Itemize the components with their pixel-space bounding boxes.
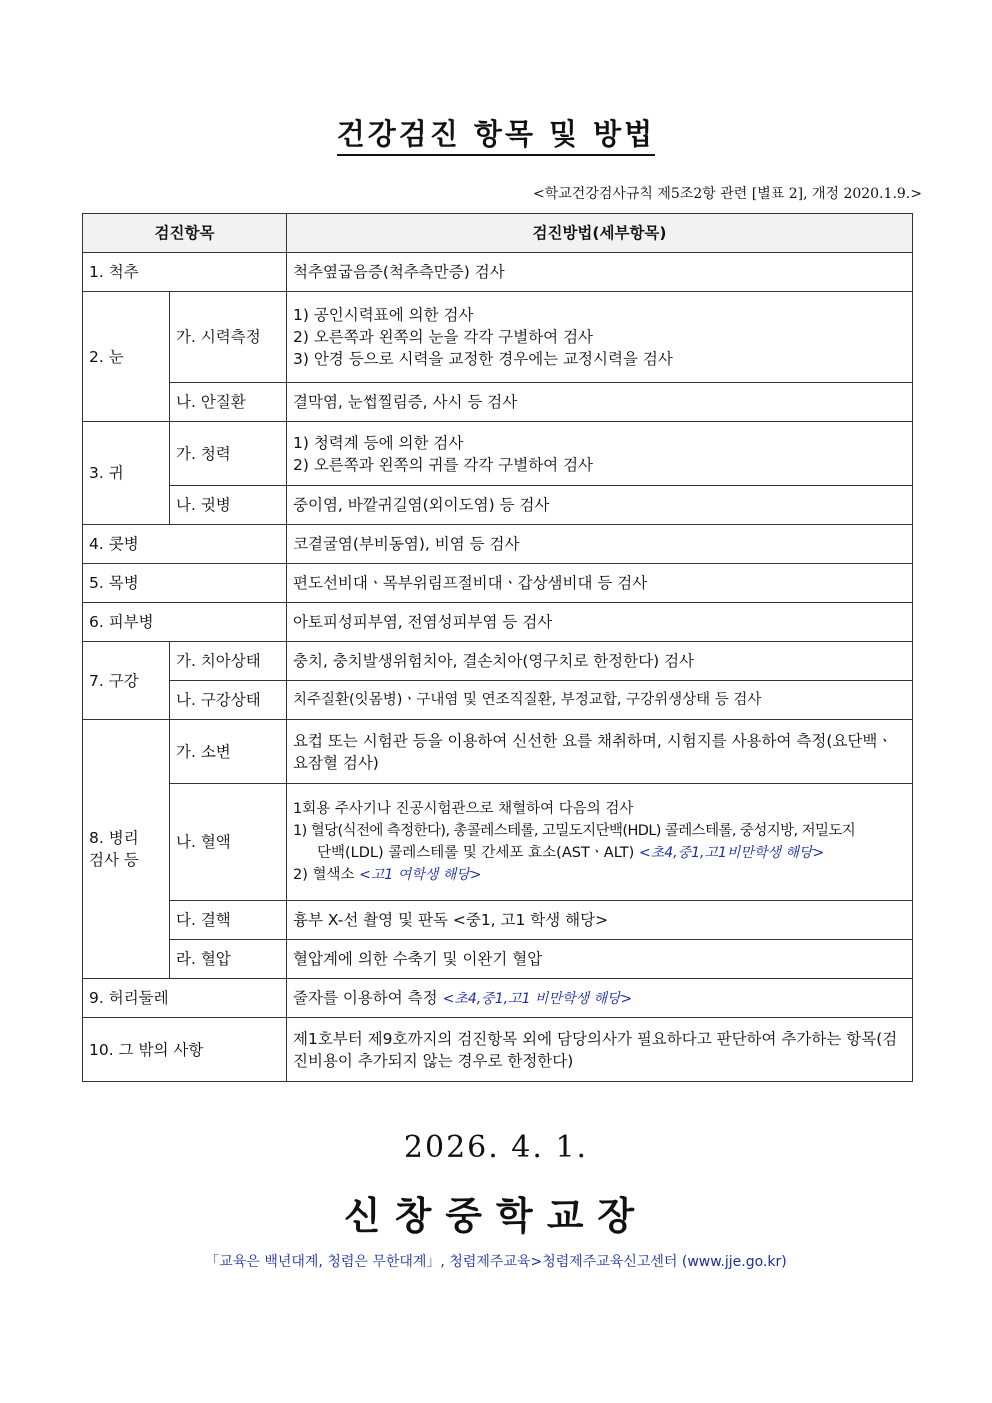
method-cell: 결막염, 눈썹찔림증, 사시 등 검사 [287,383,913,422]
method-cell [287,292,913,383]
item-cell: 7. 구강 [83,642,170,720]
method-cell: 흉부 X-선 촬영 및 판독 <중1, 고1 학생 해당> [287,901,913,940]
method-line: 1회용 주사기나 진공시험관으로 채혈하여 다음의 검사 [293,801,634,817]
subitem-cell: 나. 혈액 [170,784,287,901]
item-cell: 10. 그 밖의 사항 [83,1018,287,1082]
regulation-reference: <학교건강검사규칙 제5조2항 관련 [별표 2], 개정 2020.1.9.> [533,186,922,202]
table-row [83,292,913,383]
item-cell: 2. 눈 [83,292,170,422]
subitem-cell: 가. 시력측정 [170,292,287,383]
principal-signature: 신창중학교장 [343,1193,649,1238]
method-line: 2) 오른쪽과 왼쪽의 눈을 각각 구별하여 검사 [293,328,594,346]
target-note: <고1 여학생 해당> [359,867,482,883]
method-line: 2) 혈색소 <고1 여학생 해당> [293,867,482,883]
subitem-cell: 가. 소변 [170,720,287,784]
method-cell: 줄자를 이용하여 측정 <초4,중1,고1 비만학생 해당> [287,979,913,1018]
checkup-table [82,213,913,1082]
target-note: <초4,중1,고1비만학생 해당> [638,845,825,861]
table-row [83,564,913,603]
item-cell: 3. 귀 [83,422,170,525]
table-row [83,940,913,979]
table-row [83,383,913,422]
method-line: 1) 혈당(식전에 측정한다), 총콜레스테롤, 고밀도지단백(HDL) 콜레스테롤, 중성지방, 저밀도지 [293,823,856,839]
method-cell: 편도선비대ㆍ목부위림프절비대ㆍ갑상샘비대 등 검사 [287,564,913,603]
subitem-cell: 나. 안질환 [170,383,287,422]
method-line: 3) 안경 등으로 시력을 교정한 경우에는 교정시력을 검사 [293,350,673,368]
subitem-cell: 나. 귓병 [170,486,287,525]
method-cell: 척추옆굽음증(척추측만증) 검사 [287,253,913,292]
table-row [83,486,913,525]
table-row [83,901,913,940]
item-cell: 5. 목병 [83,564,287,603]
table-row [83,525,913,564]
subitem-cell: 나. 구강상태 [170,681,287,720]
footer-slogan: 「교육은 백년대계, 청렴은 무한대계」, 청렴제주교육>청렴제주교육신고센터 (www.jje.go.kr) [205,1254,787,1270]
table-row [83,784,913,901]
table-row [83,720,913,784]
item-cell: 9. 허리둘레 [83,979,287,1018]
method-cell: 제1호부터 제9호까지의 검진항목 외에 담당의사가 필요하다고 판단하여 추가하는 항목(검진비용이 추가되지 않는 경우로 한정한다) [287,1018,913,1082]
subitem-cell: 다. 결핵 [170,901,287,940]
method-cell [287,784,913,901]
item-cell [83,720,170,979]
table-row [83,603,913,642]
table-row [83,979,913,1018]
subitem-cell: 가. 청력 [170,422,287,486]
method-cell: 중이염, 바깥귀길염(외이도염) 등 검사 [287,486,913,525]
method-cell: 혈압계에 의한 수축기 및 이완기 혈압 [287,940,913,979]
subitem-cell: 라. 혈압 [170,940,287,979]
table-header-row [83,214,913,253]
table-row [83,681,913,720]
method-line: 1) 청력계 등에 의한 검사 [293,433,464,452]
table-row [83,422,913,486]
method-cell [287,422,913,486]
target-note: <초4,중1,고1 비만학생 해당> [442,990,633,1007]
document-title: 건강검진 항목 및 방법 [0,112,992,153]
header-method: 검진방법(세부항목) [287,214,913,253]
document-date: 2026. 4. 1. [403,1130,589,1165]
table-row [83,1018,913,1082]
item-cell: 4. 콧병 [83,525,287,564]
method-cell: 치주질환(잇몸병)ㆍ구내염 및 연조직질환, 부정교합, 구강위생상태 등 검사 [287,681,913,720]
item-line: 검사 등 [89,851,139,869]
item-cell: 6. 피부병 [83,603,287,642]
method-line: 단백(LDL) 콜레스테롤 및 간세포 효소(ASTㆍALT) <초4,중1,고1비만학생 해당> [317,845,825,861]
table-row [83,253,913,292]
method-line: 2) 오른쪽과 왼쪽의 귀를 각각 구별하여 검사 [293,455,594,474]
method-cell: 아토피성피부염, 전염성피부염 등 검사 [287,603,913,642]
method-cell: 요컵 또는 시험관 등을 이용하여 신선한 요를 채취하며, 시험지를 사용하여 측정(요단백ㆍ요잠혈 검사) [287,720,913,784]
method-line: 1) 공인시력표에 의한 검사 [293,306,474,324]
item-cell: 1. 척추 [83,253,287,292]
item-line: 8. 병리 [89,829,139,847]
method-cell: 코곁굴염(부비동염), 비염 등 검사 [287,525,913,564]
method-cell: 충치, 충치발생위험치아, 결손치아(영구치로 한정한다) 검사 [287,642,913,681]
header-item: 검진항목 [83,214,287,253]
table-row [83,642,913,681]
subitem-cell: 가. 치아상태 [170,642,287,681]
